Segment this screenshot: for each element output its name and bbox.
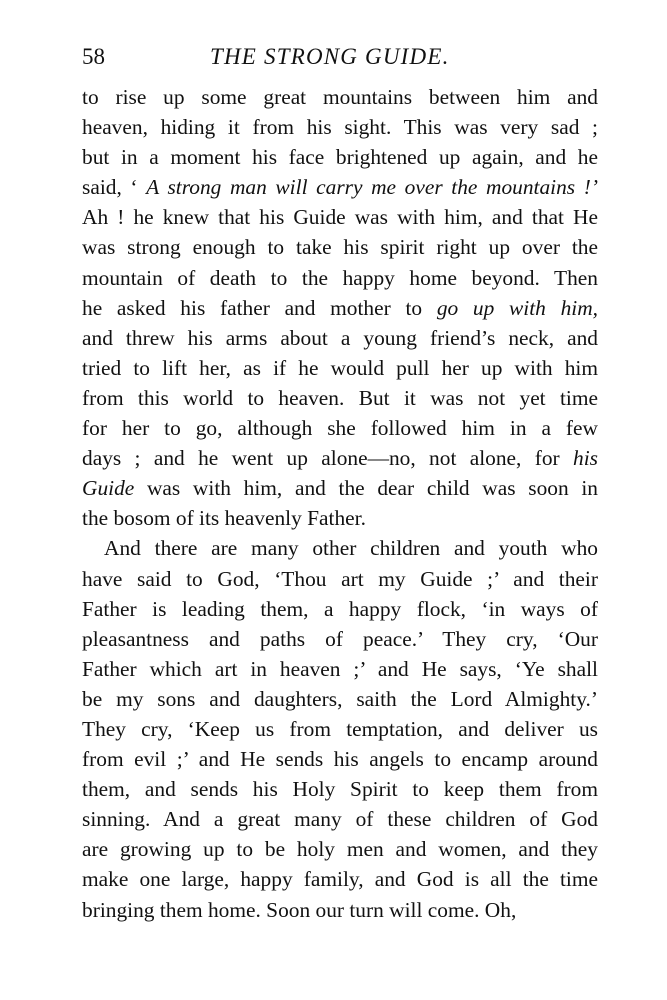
text-line (82, 533, 598, 563)
text-segment: bringing them home. Soon our turn will come. Oh, (82, 897, 517, 922)
text-segment: Ah ! he knew that his Guide was with him, and that He (82, 205, 598, 230)
text-line (82, 202, 598, 232)
text-line (82, 263, 598, 293)
text-line (82, 443, 598, 473)
text-segment: days ; and he went up alone—no, not alone, for (82, 446, 574, 471)
text-segment: from this world to heaven. But it was not yet time (82, 385, 598, 410)
text-segment: sinning. And a great many of these children of God (82, 807, 598, 832)
text-line (82, 293, 598, 323)
text-line (82, 82, 598, 112)
text-segment: are growing up to be holy men and women, and they (82, 837, 598, 862)
text-line (82, 353, 598, 383)
italic-text: his (573, 446, 598, 471)
paragraph (82, 533, 598, 924)
italic-text: go up with him, (436, 295, 599, 320)
text-line (82, 413, 598, 443)
text-segment: them, and sends his Holy Spirit to keep them from (82, 777, 598, 802)
text-line (82, 684, 598, 714)
text-segment: tried to lift her, as if he would pull her up with him (82, 355, 598, 380)
text-line (82, 232, 598, 262)
text-segment: was with him, and the dear child was soon in (134, 476, 598, 501)
text-line (82, 564, 598, 594)
text-line (82, 503, 598, 533)
paragraph (82, 82, 598, 533)
running-title: THE STRONG GUIDE. (210, 44, 450, 69)
text-line (82, 654, 598, 684)
text-segment: pleasantness and paths of peace.’ They cry, ‘Our (82, 626, 598, 651)
text-segment: to rise up some great mountains between him and (82, 85, 598, 109)
text-segment: for her to go, although she followed him in a few (82, 416, 598, 441)
text-line (82, 624, 598, 654)
text-segment: make one large, happy family, and God is all the time (82, 867, 598, 892)
text-segment: have said to God, ‘Thou art my Guide ;’ and their (82, 566, 598, 591)
text-line (82, 172, 598, 202)
text-line (82, 774, 598, 804)
text-segment: he asked his father and mother to (82, 295, 437, 320)
text-segment: the bosom of its heavenly Father. (82, 506, 366, 531)
text-line (82, 473, 598, 503)
text-line (82, 744, 598, 774)
page-number: 58 (82, 44, 105, 69)
text-segment: be my sons and daughters, saith the Lord Almighty.’ (82, 686, 598, 711)
italic-text: Guide (82, 476, 135, 501)
book-page (82, 38, 598, 925)
text-line (82, 142, 598, 172)
text-segment: They cry, ‘Keep us from temptation, and deliver us (82, 716, 598, 741)
text-line (82, 864, 598, 894)
text-segment: but in a moment his face brightened up again, and he (82, 145, 598, 170)
text-segment: Father which art in heaven ;’ and He says, ‘Ye shall (82, 656, 598, 681)
text-line (82, 834, 598, 864)
text-line (82, 895, 598, 925)
text-segment: And there are many other children and youth who (104, 536, 598, 561)
text-segment: said, ‘ (82, 175, 147, 200)
body-text (82, 82, 598, 925)
text-line (82, 112, 598, 142)
text-segment: and threw his arms about a young friend’s neck, and (82, 325, 598, 350)
text-segment: from evil ;’ and He sends his angels to encamp around (82, 747, 598, 772)
text-line (82, 383, 598, 413)
italic-text: A strong man will carry me over the mountains !’ (146, 175, 598, 200)
text-line (82, 323, 598, 353)
running-header (82, 38, 598, 76)
text-segment: mountain of death to the happy home beyond. Then (82, 265, 598, 290)
text-line (82, 804, 598, 834)
text-segment: Father is leading them, a happy flock, ‘in ways of (82, 596, 598, 621)
text-line (82, 714, 598, 744)
text-segment: heaven, hiding it from his sight. This was very sad ; (82, 115, 598, 140)
text-segment: was strong enough to take his spirit right up over the (82, 235, 598, 260)
text-line (82, 594, 598, 624)
